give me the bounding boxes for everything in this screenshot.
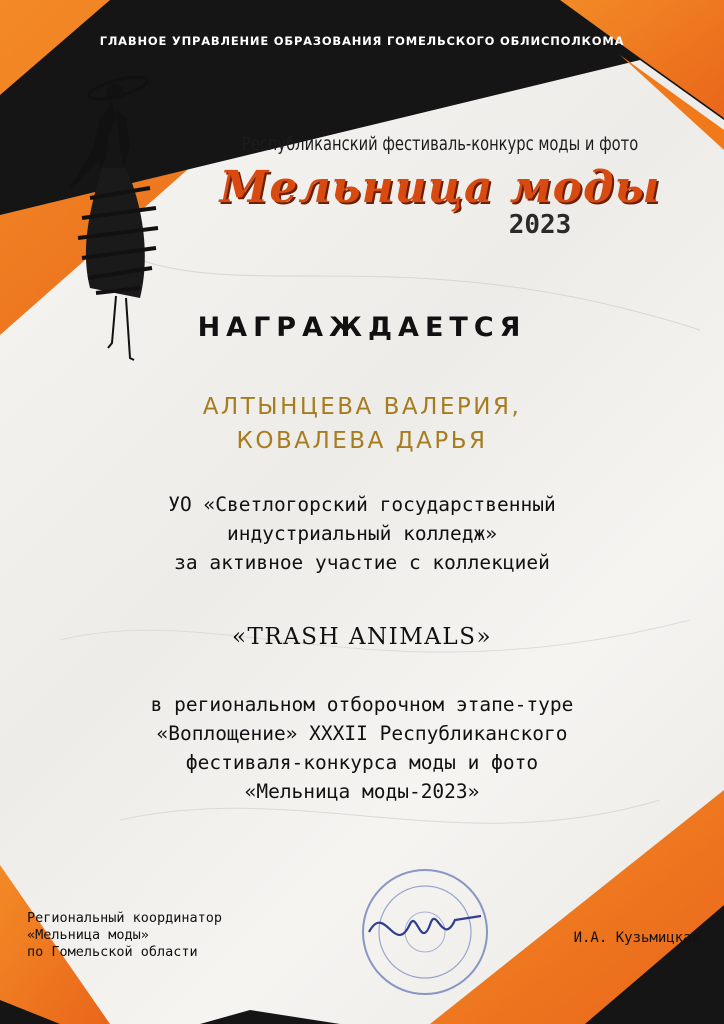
coordinator-line: по Гомельской области <box>27 944 198 960</box>
recipient-names <box>0 390 724 458</box>
text-line: «Мельница моды-2023» <box>244 780 480 803</box>
text-line: за активное участие с коллекцией <box>174 551 550 574</box>
coordinator-line: «Мельница моды» <box>27 927 149 943</box>
event-text <box>0 690 724 806</box>
text-line: в региональном отборочном этапе-туре <box>150 693 574 716</box>
coordinator-line: Региональный координатор <box>27 910 223 926</box>
collection-title: «TRASH ANIMALS» <box>231 624 493 650</box>
festival-year: 2023 <box>508 210 572 240</box>
signature-icon <box>369 916 481 935</box>
signer-name: И.А. Кузьмицкая <box>573 930 700 946</box>
recipient-name: КОВАЛЕВА ДАРЬЯ <box>236 428 488 454</box>
official-stamp-icon <box>355 862 495 1002</box>
institution-text <box>0 490 724 577</box>
text-line: «Воплощение» XXXII Республиканского <box>156 722 568 745</box>
festival-title: Мельница моды <box>219 162 661 213</box>
festival-subtitle: Республиканский фестиваль-конкурс моды и фото <box>241 133 639 155</box>
recipient-name: АЛТЫНЦЕВА ВАЛЕРИЯ, <box>202 394 522 420</box>
text-line: УО «Светлогорский государственный <box>168 493 556 516</box>
text-line: фестиваля-конкурса моды и фото <box>185 751 539 774</box>
coordinator-block <box>27 910 317 961</box>
text-line: индустриальный колледж» <box>226 522 498 545</box>
organization-header: ГЛАВНОЕ УПРАВЛЕНИЕ ОБРАЗОВАНИЯ ГОМЕЛЬСКОГО ОБЛИСПОЛКОМА <box>99 34 625 48</box>
awarded-heading: НАГРАЖДАЕТСЯ <box>197 312 527 343</box>
